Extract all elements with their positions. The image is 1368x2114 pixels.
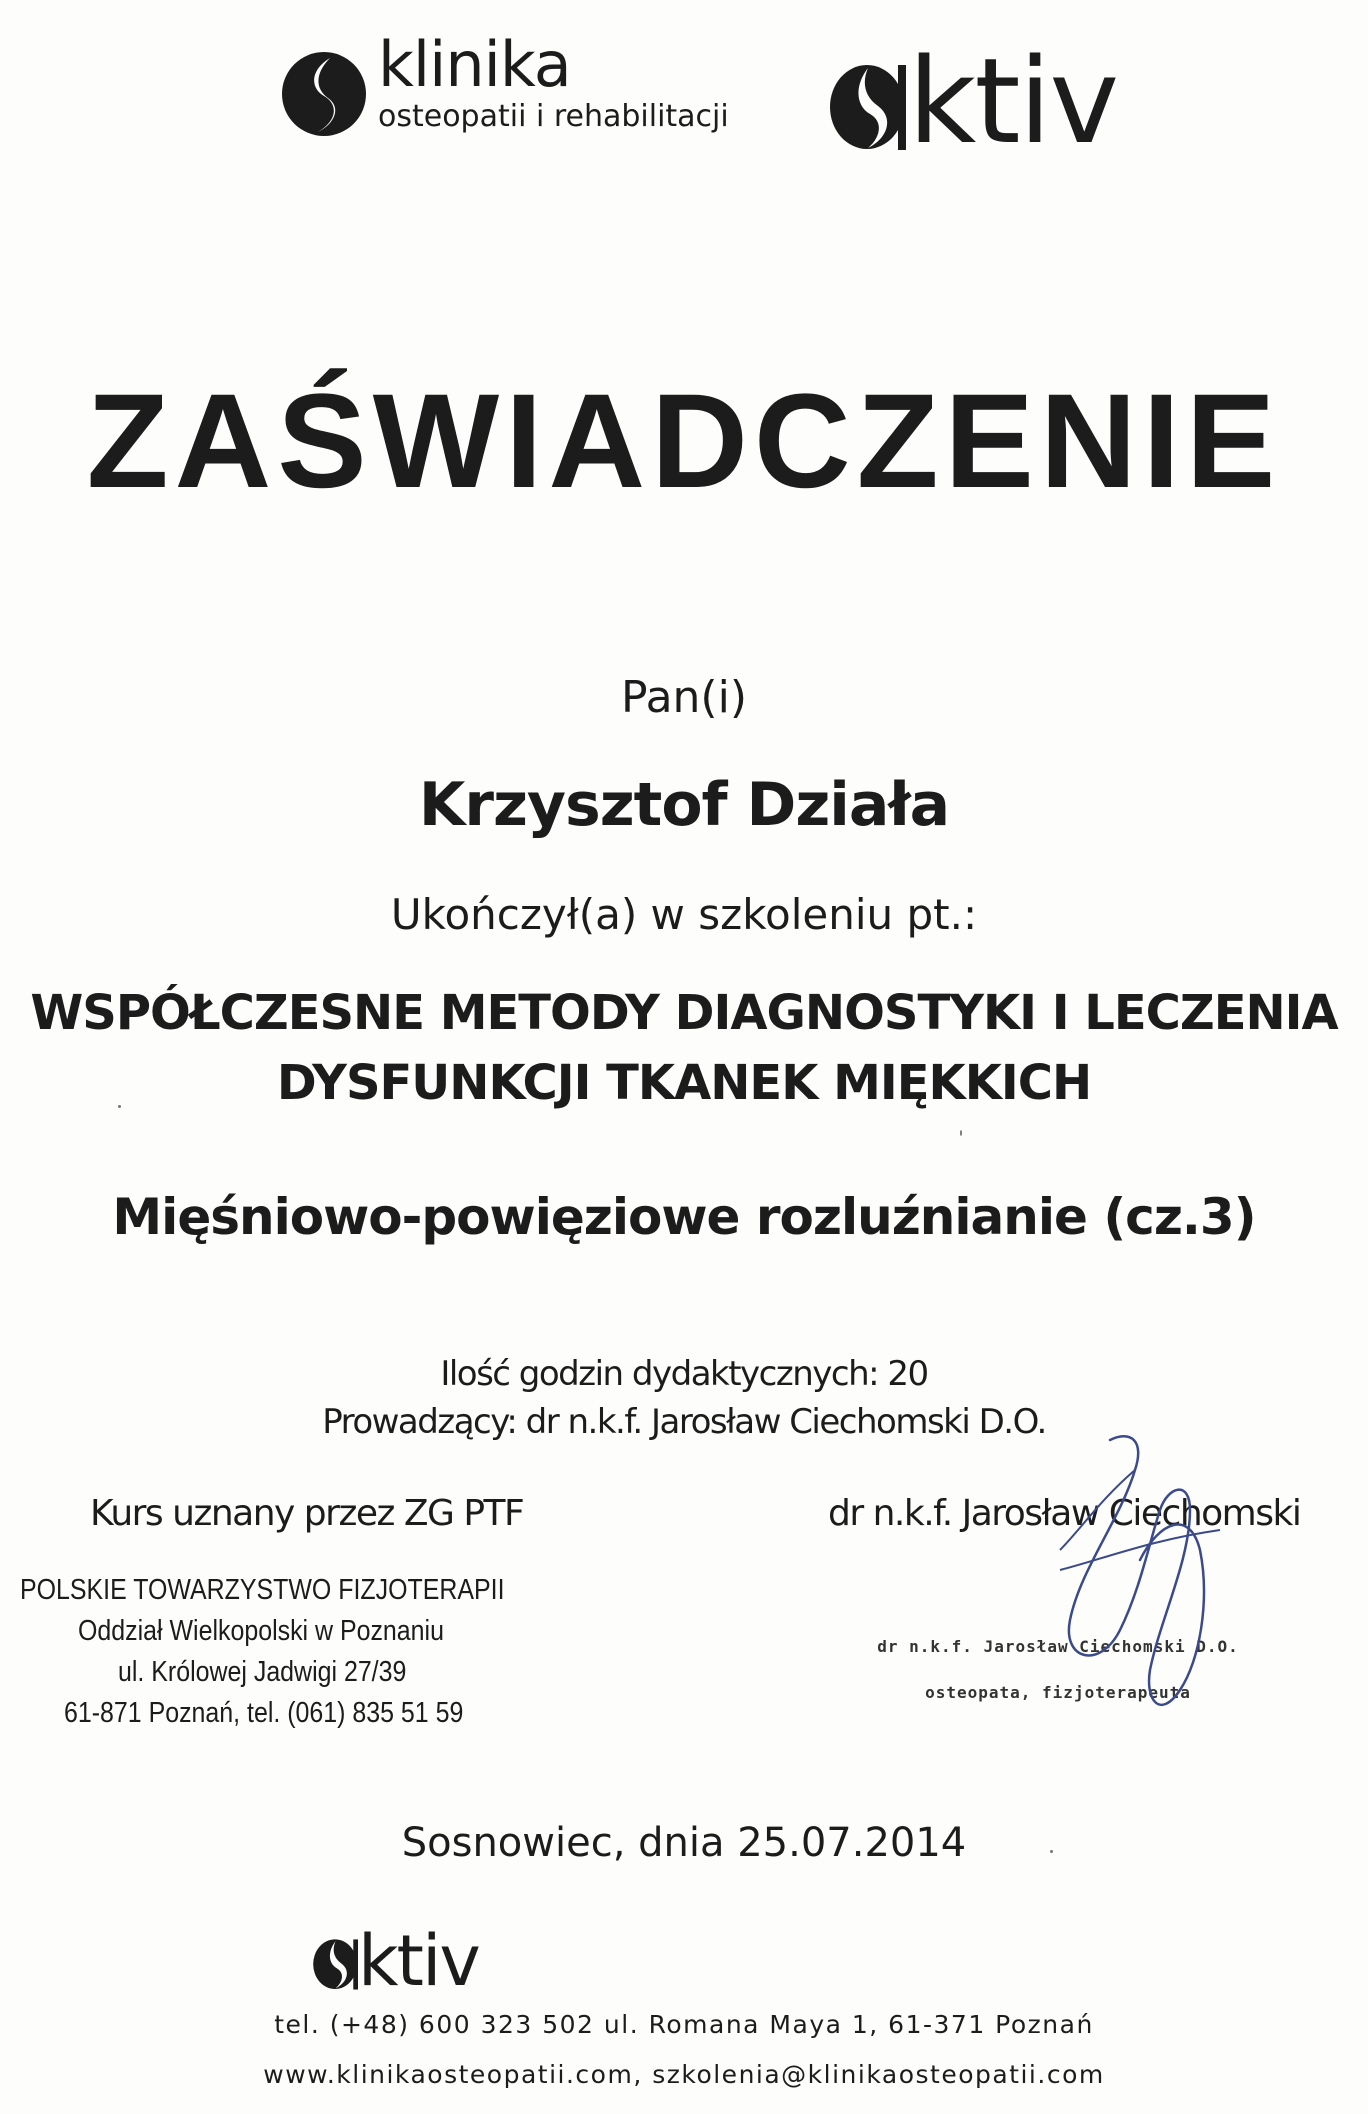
signer-name: dr n.k.f. Jarosław Ciechomski <box>828 1493 1301 1534</box>
handwritten-signature <box>1040 1420 1240 1740</box>
aktiv-logo-bottom <box>312 1920 492 2002</box>
aktiv-word-top: ktiv <box>908 32 1118 170</box>
signature-stamp-line-1: dr n.k.f. Jarosław Ciechomski D.O. <box>877 1637 1239 1656</box>
scan-speck <box>1050 1850 1053 1853</box>
completed-text: Ukończył(a) w szkoleniu pt.: <box>390 890 978 939</box>
stamp-line-3: ul. Królowej Jadwigi 27/39 <box>118 1656 407 1688</box>
ptf-stamp <box>0 1570 520 1740</box>
place-and-date: Sosnowiec, dnia 25.07.2014 <box>401 1820 967 1866</box>
klinika-mark-icon <box>280 50 368 138</box>
signature-stamp-line-2: osteopata, fizjoterapeuta <box>925 1683 1191 1702</box>
scan-speck <box>118 1105 121 1108</box>
instructor: Prowadzący: dr n.k.f. Jarosław Ciechomski D.O. <box>322 1402 1046 1442</box>
didactic-hours: Ilość godzin dydaktycznych: 20 <box>440 1354 928 1394</box>
scan-speck <box>960 1130 962 1136</box>
stamp-line-2: Oddział Wielkopolski w Poznaniu <box>78 1615 444 1647</box>
recipient-name: Krzysztof Działa <box>418 770 950 840</box>
aktiv-logo-top <box>828 30 1128 170</box>
footer-contact: tel. (+48) 600 323 502 ul. Romana Maya 1, 61-371 Poznań <box>274 2010 1094 2039</box>
aktiv-word-bottom: ktiv <box>358 1920 479 2002</box>
certificate-title: ZAŚWIADCZENIE <box>86 367 1282 516</box>
footer-web: www.klinikaosteopatii.com, szkolenia@klinikaosteopatii.com <box>263 2060 1105 2089</box>
klinika-logo <box>280 28 760 140</box>
klinika-title: klinika <box>378 28 571 101</box>
aktiv-mark-icon <box>828 60 906 150</box>
stamp-line-1: POLSKIE TOWARZYSTWO FIZJOTERAPII <box>20 1574 505 1606</box>
course-title-line-1: WSPÓŁCZESNE METODY DIAGNOSTYKI I LECZENIA <box>30 985 1338 1041</box>
module-title: Mięśniowo-powięziowe rozluźnianie (cz.3) <box>112 1188 1256 1246</box>
course-title-line-2: DYSFUNKCJI TKANEK MIĘKKICH <box>276 1055 1092 1111</box>
course-approval: Kurs uznany przez ZG PTF <box>90 1493 524 1534</box>
klinika-subtitle: osteopatii i rehabilitacji <box>378 99 729 134</box>
aktiv-mark-small-icon <box>312 1936 358 1990</box>
stamp-line-4: 61-871 Poznań, tel. (061) 835 51 59 <box>64 1697 464 1729</box>
salutation: Pan(i) <box>621 672 747 723</box>
